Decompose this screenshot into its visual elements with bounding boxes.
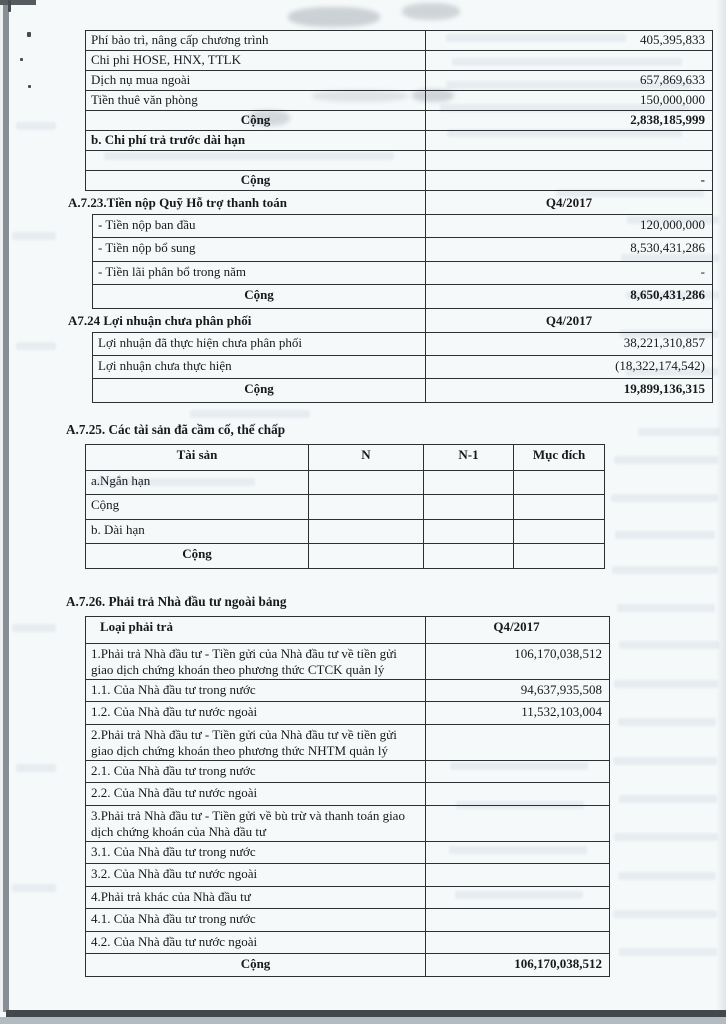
row-label: - Tiền nộp bổ sung bbox=[93, 238, 426, 260]
row-value: - bbox=[700, 263, 705, 279]
page-bottom-edge bbox=[6, 1010, 726, 1017]
row-label: 1.1. Của Nhà đầu tư trong nước bbox=[86, 680, 426, 702]
row-value: (18,322,174,542) bbox=[615, 357, 705, 373]
row-value bbox=[426, 725, 609, 760]
a724-title: A7.24 Lợi nhuận chưa phân phối bbox=[68, 312, 252, 328]
row-value bbox=[426, 761, 609, 783]
row-label: Dịch nụ mua ngoài bbox=[86, 71, 426, 90]
row-label bbox=[86, 151, 426, 170]
a726-header-row bbox=[86, 617, 609, 643]
scan-speck bbox=[20, 58, 23, 61]
table-row bbox=[86, 679, 609, 702]
row-value bbox=[426, 842, 609, 864]
table-row bbox=[86, 805, 609, 841]
a724-section-header bbox=[66, 309, 713, 332]
row-label: 4.1. Của Nhà đầu tư trong nước bbox=[86, 909, 426, 931]
row-value bbox=[426, 783, 609, 805]
row-value bbox=[426, 131, 712, 150]
row-label: Lợi nhuận chưa thực hiện bbox=[93, 356, 426, 378]
table-row bbox=[86, 886, 609, 909]
a724-period: Q4/2017 bbox=[425, 309, 713, 332]
prepaid-expenses-table bbox=[85, 30, 713, 191]
table-row bbox=[86, 90, 712, 110]
row-value bbox=[514, 544, 604, 568]
a723-table bbox=[92, 214, 713, 309]
row-value: 8,530,431,286 bbox=[630, 240, 705, 256]
row-label: Tiền thuê văn phòng bbox=[86, 91, 426, 110]
table-row bbox=[93, 333, 712, 355]
row-label: Cộng bbox=[86, 954, 426, 976]
table-row bbox=[93, 237, 712, 260]
row-label: 2.Phải trả Nhà đầu tư - Tiền gửi của Nhà đầu tư về tiền gửi giao dịch chứng khoán theo phương thức NHTM quản lý bbox=[86, 725, 426, 760]
row-value bbox=[514, 495, 604, 519]
table-row bbox=[86, 724, 609, 760]
row-value: 657,869,633 bbox=[640, 72, 705, 87]
row-value bbox=[424, 544, 514, 568]
row-label: Phí bảo trì, nâng cấp chương trình bbox=[86, 31, 426, 50]
row-value bbox=[424, 495, 514, 519]
row-value bbox=[426, 806, 609, 841]
row-value bbox=[309, 471, 424, 495]
row-label: 4.Phải trả khác của Nhà đầu tư bbox=[86, 887, 426, 909]
row-value bbox=[426, 909, 609, 931]
row-label: a.Ngắn hạn bbox=[86, 471, 309, 495]
row-label: 2.2. Của Nhà đầu tư nước ngoài bbox=[86, 783, 426, 805]
scan-corner-mark bbox=[0, 0, 36, 5]
a723-period: Q4/2017 bbox=[425, 191, 713, 214]
row-label: b. Chi phí trả trước dài hạn bbox=[86, 131, 426, 150]
table-row bbox=[86, 50, 712, 70]
row-label: b. Dài hạn bbox=[86, 520, 309, 544]
table-row bbox=[86, 130, 712, 150]
row-value bbox=[426, 151, 712, 170]
table-row bbox=[86, 643, 609, 679]
table-row bbox=[86, 70, 712, 90]
table-row bbox=[86, 908, 609, 931]
scan-speck bbox=[8, 0, 11, 12]
table-row bbox=[86, 931, 609, 954]
column-header: N bbox=[309, 445, 424, 470]
scan-smudge bbox=[288, 7, 380, 27]
row-label: Cộng bbox=[93, 285, 426, 307]
row-value: 120,000,000 bbox=[640, 217, 705, 232]
row-label: 3.Phải trả Nhà đầu tư - Tiền gửi về bù trừ và thanh toán giao dịch chứng khoán của Nhà đầu tư bbox=[86, 806, 426, 841]
row-value: 2,838,185,999 bbox=[630, 112, 705, 127]
a725-header-row bbox=[86, 445, 604, 470]
a723-title: A.7.23.Tiền nộp Quỹ Hỗ trợ thanh toán bbox=[68, 195, 287, 210]
column-header: Tài sản bbox=[86, 445, 309, 470]
scan-smudge bbox=[402, 3, 460, 20]
row-value bbox=[514, 471, 604, 495]
row-value: 106,170,038,512 bbox=[514, 645, 602, 661]
row-value bbox=[426, 51, 712, 70]
table-row bbox=[86, 543, 604, 568]
table-row bbox=[86, 519, 604, 544]
row-value bbox=[309, 544, 424, 568]
row-label: Cộng bbox=[86, 544, 309, 568]
table-row bbox=[86, 170, 712, 190]
row-label: 1.2. Của Nhà đầu tư nước ngoài bbox=[86, 702, 426, 724]
table-row bbox=[93, 284, 712, 307]
row-value: - bbox=[700, 172, 705, 187]
row-value: 8,650,431,286 bbox=[630, 287, 705, 303]
table-row bbox=[86, 782, 609, 805]
a723-section-header bbox=[66, 191, 713, 214]
row-value: 11,532,103,004 bbox=[521, 704, 602, 720]
row-value bbox=[514, 520, 604, 544]
scanner-background bbox=[0, 1017, 726, 1024]
row-value: 150,000,000 bbox=[640, 92, 705, 107]
a724-table bbox=[92, 332, 713, 403]
row-label: Cộng bbox=[86, 111, 426, 130]
row-value bbox=[424, 471, 514, 495]
row-value bbox=[309, 520, 424, 544]
table-row bbox=[86, 470, 604, 495]
row-value: 94,637,935,508 bbox=[520, 681, 602, 697]
table-row bbox=[86, 494, 604, 519]
table-row bbox=[86, 841, 609, 864]
scan-speck bbox=[28, 85, 31, 88]
table-row bbox=[86, 760, 609, 783]
a726-table bbox=[85, 616, 610, 977]
row-label: 4.2. Của Nhà đầu tư nước ngoài bbox=[86, 932, 426, 954]
row-label: Lợi nhuận đã thực hiện chưa phân phối bbox=[93, 333, 426, 355]
row-value bbox=[424, 520, 514, 544]
table-row bbox=[86, 150, 712, 170]
scan-speck bbox=[27, 32, 31, 37]
row-label: Cộng bbox=[86, 495, 309, 519]
row-label: - Tiền lãi phân bổ trong năm bbox=[93, 262, 426, 284]
row-value bbox=[309, 495, 424, 519]
scan-left-margin bbox=[0, 0, 3, 1012]
a725-table bbox=[85, 444, 605, 569]
table-row bbox=[86, 31, 712, 50]
table-row bbox=[86, 701, 609, 724]
row-value: 405,395,833 bbox=[640, 32, 705, 47]
a726-title: A.7.26. Phải trả Nhà đầu tư ngoài bảng bbox=[66, 593, 287, 609]
table-row bbox=[86, 953, 609, 976]
row-value bbox=[426, 887, 609, 909]
row-value: 19,899,136,315 bbox=[623, 381, 705, 397]
row-label: 3.2. Của Nhà đầu tư nước ngoài bbox=[86, 864, 426, 886]
a725-title: A.7.25. Các tài sản đã cầm cố, thế chấp bbox=[66, 421, 286, 437]
table-row bbox=[86, 110, 712, 130]
table-row bbox=[86, 863, 609, 886]
row-label: 2.1. Của Nhà đầu tư trong nước bbox=[86, 761, 426, 783]
row-label: Chi phi HOSE, HNX, TTLK bbox=[86, 51, 426, 70]
table-row bbox=[93, 355, 712, 378]
column-header: N-1 bbox=[424, 445, 514, 470]
row-label: - Tiền nộp ban đầu bbox=[93, 215, 426, 237]
column-header: Loại phải trả bbox=[86, 617, 426, 643]
column-header: Mục đích bbox=[532, 446, 586, 462]
table-row bbox=[93, 378, 712, 401]
row-value bbox=[426, 932, 609, 954]
column-header: Q4/2017 bbox=[493, 618, 540, 634]
row-label: Cộng bbox=[93, 379, 426, 401]
report-content bbox=[0, 30, 726, 977]
table-row bbox=[93, 215, 712, 237]
row-label: Cộng bbox=[86, 171, 426, 190]
scan-binder-line bbox=[3, 0, 9, 1012]
row-value bbox=[426, 864, 609, 886]
table-row bbox=[93, 261, 712, 284]
row-label: 3.1. Của Nhà đầu tư trong nước bbox=[86, 842, 426, 864]
row-value: 106,170,038,512 bbox=[514, 956, 602, 972]
row-value: 38,221,310,857 bbox=[623, 334, 705, 350]
row-label: 1.Phải trả Nhà đầu tư - Tiền gửi của Nhà đầu tư về tiền gửi giao dịch chứng khoán theo phương thức CTCK quản lý bbox=[86, 644, 426, 679]
